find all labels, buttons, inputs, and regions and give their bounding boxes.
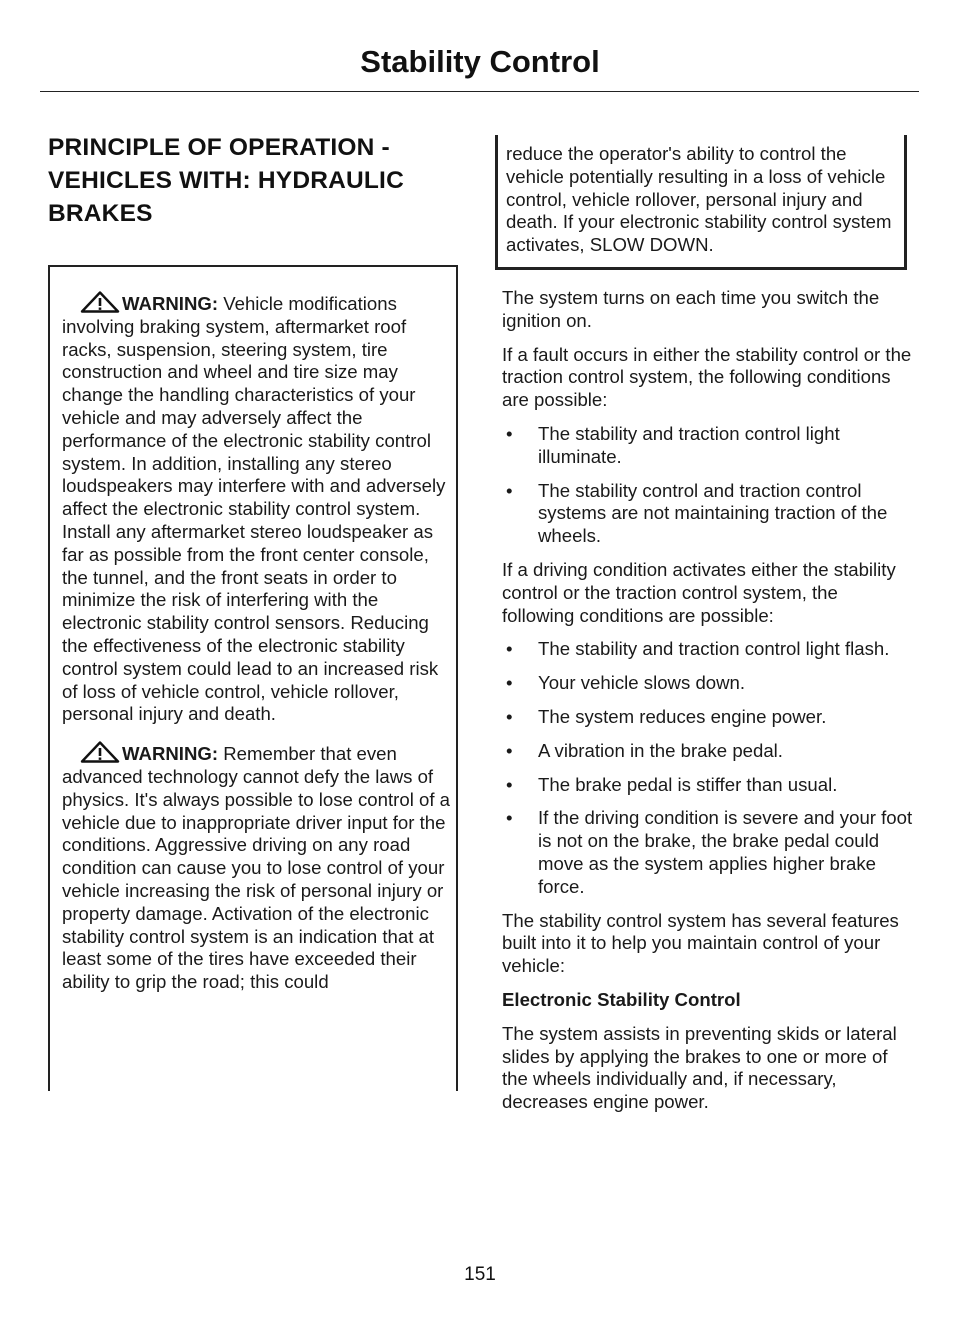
list-item: • The stability and traction control light flash. (502, 638, 914, 661)
warning-continued-box (495, 135, 907, 270)
section-heading (48, 133, 458, 229)
list-item: • The stability and traction control light illuminate. (502, 423, 914, 469)
warning-triangle-icon (80, 741, 120, 763)
fault-conditions-list (502, 423, 914, 548)
section-heading-line: PRINCIPLE OF OPERATION - (48, 134, 390, 161)
warning-text: Vehicle modifications involving braking system, aftermarket roof racks, suspension, steering system, tire construction and wheel and tire size may change the handling characteristics of your vehicle and may adversely affect the performance of the electronic stability control system. In addition, installing any stereo loudspeakers may interfere with and adversely affect the electronic stability control system. Install any aftermarket stereo loudspeaker as far as possible from the front center console, the tunnel, and the front seats in order to minimize the risk of interfering with the electronic stability control sensors. Reducing the effectiveness of the electronic stability control system could lead to an increased risk of loss of vehicle control, vehicle rollover, personal injury and death. (62, 293, 446, 725)
list-item: • The stability control and traction control systems are not maintaining traction of the wheels. (502, 480, 914, 548)
list-item: • The system reduces engine power. (502, 706, 914, 729)
warning-continued-text: reduce the operator's ability to control the vehicle potentially resulting in a loss of vehicle control, vehicle rollover, personal injury and death. If your electronic stability control system activates, SLOW DOWN. (506, 143, 892, 256)
warning-text: Remember that even advanced technology cannot defy the laws of physics. It's always possible to lose control of a vehicle due to inappropriate driver input for the conditions. Aggressive driving on any road condition can cause you to lose control of your vehicle increasing the risk of personal injury or property damage. Activation of the electronic stability control system is an indication that at least some of the tires have exceeded their ability to grip the road; this could (62, 743, 450, 993)
warning-paragraph (62, 741, 450, 994)
list-item: • A vibration in the brake pedal. (502, 740, 914, 763)
list-item: • If the driving condition is severe and your foot is not on the brake, the brake pedal could move as the system applies higher brake force. (502, 807, 914, 898)
body-text (502, 287, 914, 1114)
sub-heading: Electronic Stability Control (502, 988, 741, 1010)
list-item: • The brake pedal is stiffer than usual. (502, 774, 914, 797)
body-paragraph: If a driving condition activates either the stability control or the traction control system, the following conditions are possible: (502, 558, 896, 626)
body-paragraph: The system assists in preventing skids or lateral slides by applying the brakes to one or more of the wheels individually and, if necessary, decreases engine power. (502, 1022, 897, 1113)
warning-box (48, 265, 458, 1091)
body-paragraph: The stability control system has several features built into it to help you maintain control of your vehicle: (502, 909, 899, 977)
warning-label: WARNING: (122, 743, 219, 765)
section-heading-line: VEHICLES WITH: HYDRAULIC (48, 167, 404, 194)
body-paragraph: If a fault occurs in either the stability control or the traction control system, the following conditions are possible: (502, 343, 912, 411)
body-paragraph: The system turns on each time you switch the ignition on. (502, 286, 880, 331)
warning-label: WARNING: (122, 293, 219, 314)
left-column (48, 133, 458, 1091)
title-divider (40, 91, 919, 92)
page-number: 151 (464, 1264, 496, 1285)
section-heading-line: BRAKES (48, 200, 153, 227)
page-title: Stability Control (360, 44, 600, 79)
right-column (502, 135, 914, 1125)
list-item: • Your vehicle slows down. (502, 672, 914, 695)
warning-triangle-icon (80, 291, 120, 313)
warning-paragraph (62, 291, 450, 726)
activation-conditions-list (502, 638, 914, 898)
